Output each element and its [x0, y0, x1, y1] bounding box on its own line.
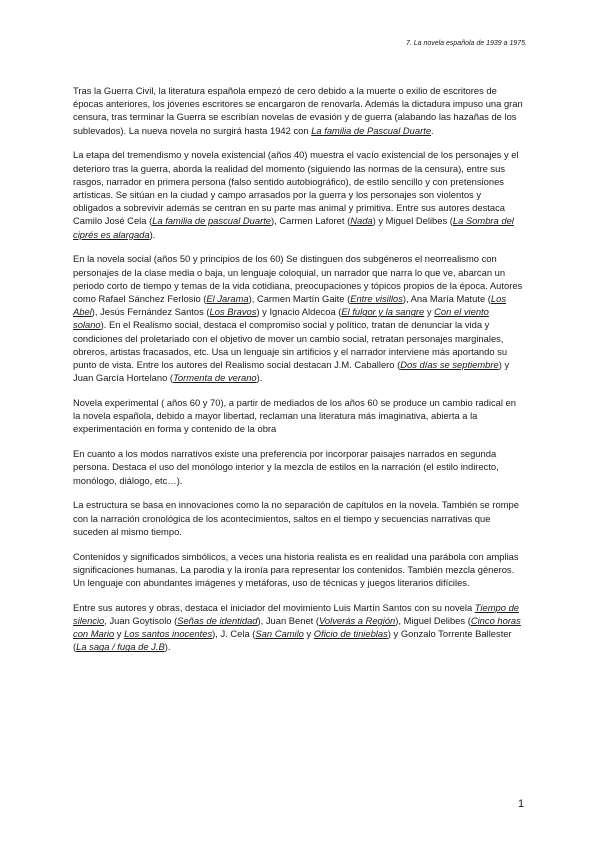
- text-run: Novela experimental ( años 60 y 70), a partir de mediados de los años 60 se produce un cambio radical en la novela española, debido a mayor libertad, reclaman una literatura más imaginativa, abierta a la experimentación en forma y contenido de la obra: [73, 397, 516, 435]
- paragraph: [73, 550, 523, 590]
- text-run: ).: [164, 641, 171, 653]
- book-title: Señas de identidad: [177, 615, 258, 627]
- book-title: Los Abel: [73, 293, 507, 318]
- book-title: Oficio de tinieblas: [313, 628, 388, 640]
- text-run: .: [431, 124, 434, 136]
- text-run: Contenidos y significados simbólicos, a veces una historia realista es en realidad una parábola con amplias significaciones humanas. La parodia y la ironía para representar los contenidos. También mezcla géneros. Un lenguaje con abundantes imágenes y metáforas, uso de técnicas y juegos literarios difíciles.: [73, 550, 519, 589]
- text-run: ). En el Realismo social, destaca el compromiso social y político, tratan de denunciar la vida y condiciones del proletariado con el objetivo de mover un cambio social, retratan personajes marginales, obreros, artistas fracasados, etc. Usa un lenguaje sin artificios y el narrador interviene más aportando su punto de vista. Entre los autores del Realismo social destacan J.M. Caballero (: [73, 319, 508, 371]
- paragraph: [73, 252, 523, 384]
- text-run: ) y Ignacio Aldecoa (: [256, 306, 342, 318]
- text-run: ), J. Cela (: [212, 628, 256, 640]
- paragraph: [73, 601, 523, 654]
- book-title: Los santos inocentes: [124, 628, 213, 640]
- text-run: ), Jesús Fernández Santos (: [91, 306, 210, 318]
- text-run: Tras la Guerra Civil, la literatura española empezó de cero debido a la muerte o exilio de escritores de épocas anteriores, los jóvenes escritores se encargaron de renovarla. Además la dictadura impuso una gran censura, tras terminar la Guerra se escribían novelas de evasión y de guerra (alabando las hazañas de los sublevados). La nueva novela no surgirá hasta 1942 con: [73, 85, 523, 136]
- book-title: La Sombra del ciprés es alargada: [73, 215, 514, 240]
- book-title: San Camilo: [255, 628, 304, 640]
- book-title: Los Bravos: [209, 306, 257, 318]
- text-run: ), Carmen Laforet (: [271, 215, 351, 227]
- book-title: Nada: [350, 215, 373, 227]
- text-run: y: [114, 628, 125, 640]
- page-number: 1: [518, 798, 525, 810]
- document-body: [73, 84, 523, 665]
- book-title: Volverás a Región: [319, 615, 396, 627]
- text-run: ).: [256, 372, 263, 384]
- text-run: En cuanto a los modos narrativos existe una preferencia por incorporar paisajes narrados en segunda persona. Destaca el uso del monólogo interior y la mezcla de estilos en la narración (el estilo indirecto, monólogo, diálogo, etc…).: [73, 448, 499, 486]
- text-run: , Juan Goytisolo (: [104, 615, 178, 627]
- text-run: ), Juan Benet (: [257, 615, 319, 627]
- book-title: Dos días se septiembre: [400, 359, 499, 371]
- book-title: Cinco horas con Mario: [73, 615, 521, 640]
- text-run: y: [424, 306, 435, 318]
- book-title: Con el viento solano: [73, 306, 489, 331]
- paragraph: [73, 84, 523, 137]
- book-title: La saga / fuga de J.B: [76, 641, 165, 653]
- text-run: La etapa del tremendismo y novela existencial (años 40) muestra el vacío existencial de los personajes y el deterioro tras la guerra, aborda la realidad del momento (siguiendo las normas de la censura), entre sus rasgos, narrador en primera persona (falso sentido autobiográfico), de estilo sencillo y con pretensiones artísticas. Se sitúan en la ciudad y campo arrasados por la guerra y los personajes son violentos y obligados a sobrevivir además se centran en su parte mas animal y primitiva. Entre sus autores destaca Camilo José Cela (: [73, 149, 519, 227]
- book-title: La familia de pascual Duarte: [152, 215, 272, 227]
- book-title: Entre visillos: [350, 293, 403, 305]
- paragraph: [73, 498, 523, 538]
- paragraph: [73, 447, 523, 487]
- book-title: La familia de Pascual Duarte: [311, 124, 432, 136]
- page-header: 7. La novela española de 1939 a 1975.: [405, 40, 527, 47]
- book-title: Tormenta de verano: [173, 372, 257, 384]
- text-run: La estructura se basa en innovaciones como la no separación de capítulos en la novela. También se rompe con la narración cronológica de los acontecimientos, saltos en el tiempo y secuencias narrativas que suceden al mismo tiempo.: [73, 499, 519, 537]
- text-run: ), Miguel Delibes (: [395, 615, 471, 627]
- text-run: En la novela social (años 50 y principios de los 60) Se distinguen dos subgéneros el neorrealismo con personajes de la clase media o baja, un lenguaje coloquial, un narrador que narra lo que ve, abarcan un periodo corto de tiempo y temas de la vida cotidiana, preocupaciones y tópicos propios de la época. Autores como Rafael Sánchez Ferlosio (: [73, 253, 523, 305]
- text-run: y: [303, 628, 314, 640]
- book-title: El Jarama: [206, 293, 249, 305]
- paragraph: [73, 148, 523, 240]
- text-run: ) y Miguel Delibes (: [372, 215, 453, 227]
- text-run: ), Ana María Matute (: [402, 293, 491, 305]
- text-run: ) y Gonzalo Torrente Ballester (: [73, 628, 512, 653]
- book-title: Tiempo de silencio: [73, 601, 519, 627]
- text-run: ), Carmen Martín Gaite (: [248, 293, 351, 305]
- paragraph: [73, 396, 523, 436]
- text-run: Entre sus autores y obras, destaca el iniciador del movimiento Luis Martín Santos con su novela: [73, 601, 475, 613]
- text-run: ) y Juan García Hortelano (: [73, 359, 510, 384]
- text-run: ).: [149, 228, 156, 240]
- book-title: El fulgor y la sangre: [341, 306, 425, 318]
